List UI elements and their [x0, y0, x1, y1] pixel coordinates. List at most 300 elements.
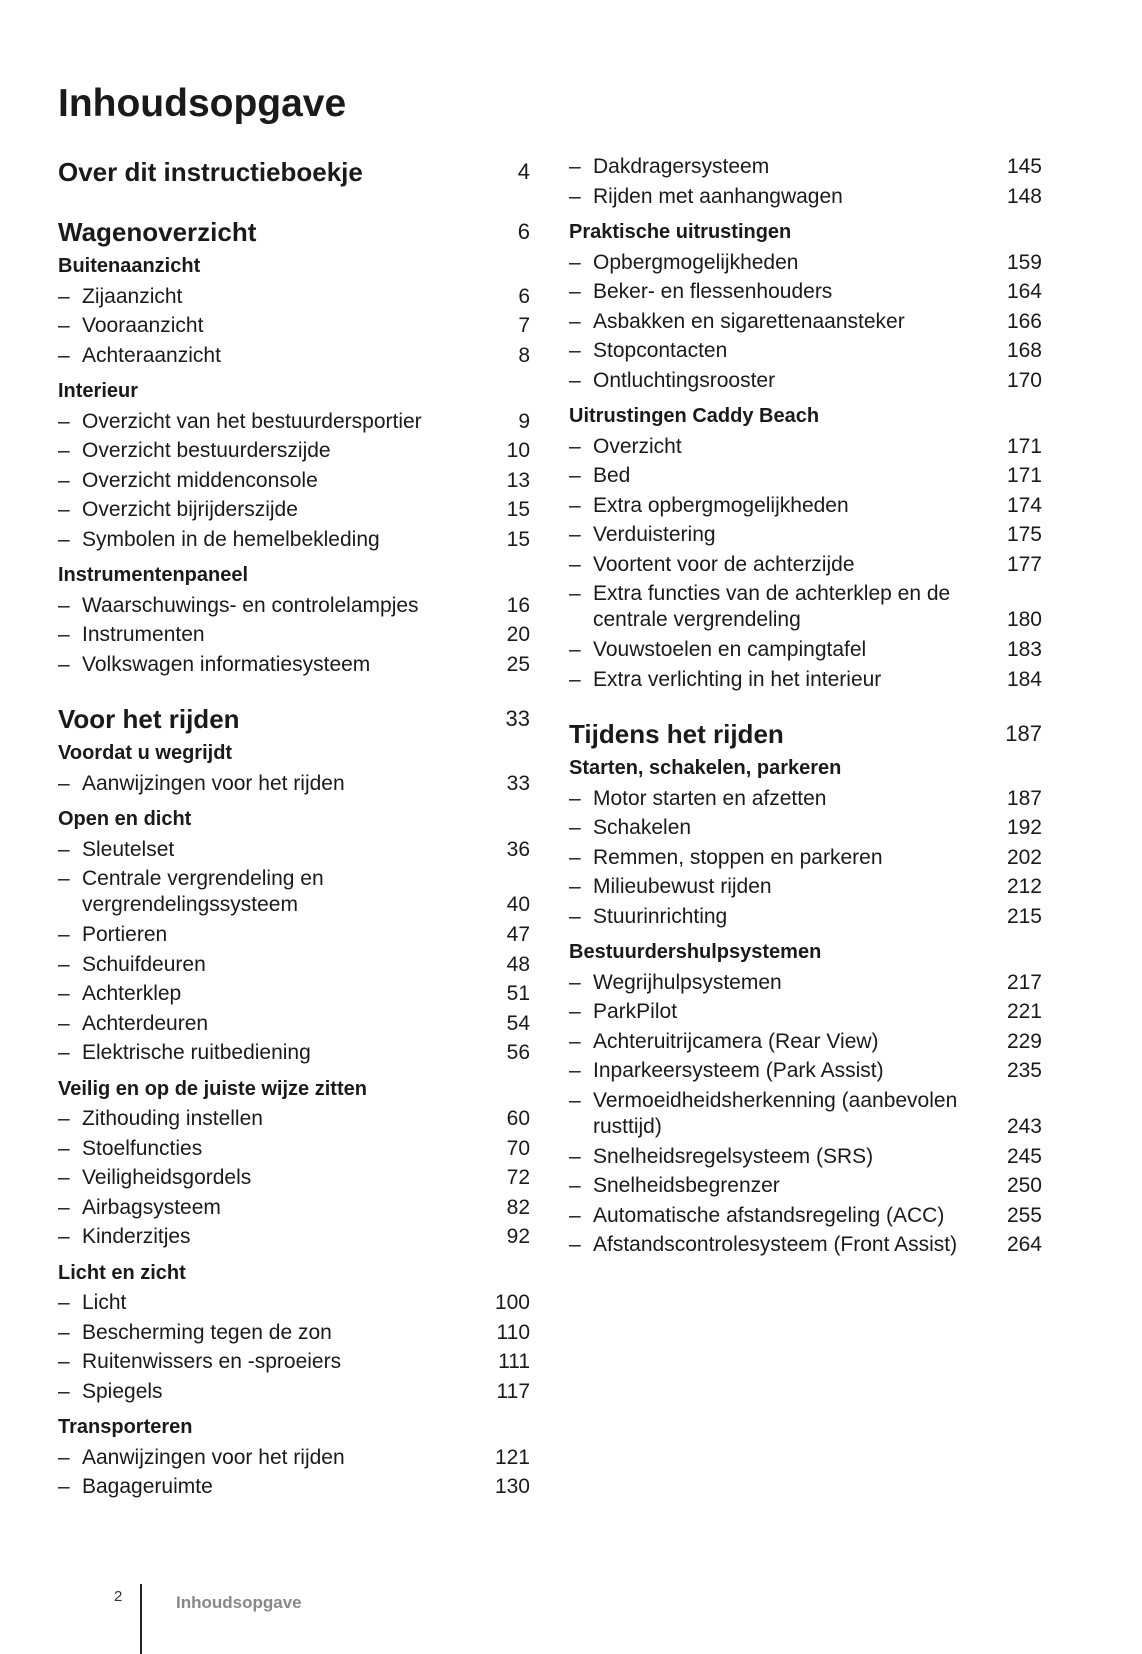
toc-entry-label: [569, 581, 993, 633]
toc-entry[interactable]: [569, 1088, 1042, 1140]
toc-page-number: 33: [506, 771, 530, 795]
dash-bullet: –: [58, 343, 70, 367]
dash-bullet: –: [569, 250, 581, 274]
toc-entry-text: Snelheidsregelsysteem (SRS): [593, 1144, 874, 1168]
toc-entry[interactable]: [58, 920, 530, 950]
toc-entry[interactable]: [569, 997, 1042, 1027]
toc-entry-text: Rijden met aanhangwagen: [593, 184, 843, 208]
toc-entry-label: [58, 979, 181, 1009]
toc-page-number: 16: [506, 593, 530, 617]
toc-entry[interactable]: [58, 495, 530, 525]
dash-bullet: –: [569, 552, 581, 576]
toc-entry-label: [569, 843, 883, 873]
toc-entry-text: Verduistering: [593, 523, 716, 546]
toc-entry-text: Ruitenwissers en -sproeiers: [82, 1350, 342, 1373]
toc-entry-text: Automatische afstandsregeling (ACC): [593, 1203, 945, 1227]
toc-entry[interactable]: [569, 277, 1042, 307]
toc-entry-text: Waarschuwings- en controlelampjes: [82, 593, 419, 617]
dash-bullet: –: [569, 638, 581, 661]
dash-bullet: –: [569, 1233, 581, 1256]
toc-entry-label: [58, 152, 363, 192]
toc-entry[interactable]: [569, 1171, 1042, 1201]
toc-section[interactable]: [58, 699, 530, 739]
toc-page-number: 6: [517, 219, 530, 244]
toc-page-number: 15: [506, 498, 530, 521]
toc-entry-text: Spiegels: [82, 1379, 163, 1403]
toc-entry-text: Motor starten en afzetten: [593, 786, 827, 810]
toc-group-heading: Open en dicht: [58, 808, 192, 830]
dash-bullet: –: [569, 523, 581, 546]
page-title: Inhoudsopgave: [58, 82, 347, 125]
toc-page-number: 36: [506, 837, 530, 861]
toc-entry-text: Zithouding instellen: [82, 1107, 263, 1130]
toc-entry-label: [58, 699, 240, 739]
toc-page-number: 54: [506, 1011, 530, 1035]
toc-entry[interactable]: [569, 366, 1042, 396]
toc-page-number: 171: [1006, 434, 1042, 458]
toc-entry-label: [569, 432, 682, 462]
toc-page-number: 51: [506, 982, 530, 1005]
dash-bullet: –: [569, 667, 581, 691]
dash-bullet: –: [58, 439, 70, 462]
toc-entry-label: [569, 813, 691, 843]
dash-bullet: –: [58, 952, 70, 976]
toc-entry-text: Bescherming tegen de zon: [82, 1320, 332, 1344]
toc-entry-text: ParkPilot: [593, 1000, 678, 1023]
toc-entry[interactable]: [569, 307, 1042, 337]
toc-page-number: 183: [1006, 638, 1042, 661]
toc-group-heading: Buitenaanzicht: [58, 255, 201, 277]
dash-bullet: –: [569, 464, 581, 487]
toc-entry[interactable]: [58, 620, 530, 650]
dash-bullet: –: [569, 280, 581, 303]
toc-entry-label: [58, 1222, 191, 1252]
toc-page-number: 82: [506, 1195, 530, 1219]
toc-entry-text: Kinderzitjes: [82, 1225, 191, 1248]
toc-entry[interactable]: [58, 1193, 530, 1223]
toc-entry-label: [569, 968, 782, 998]
toc-page-number: 180: [1006, 608, 1042, 631]
toc-entry-label: [58, 620, 205, 650]
toc-entry-label: [569, 366, 775, 396]
toc-entry-label: [58, 407, 422, 437]
toc-entry[interactable]: [58, 835, 530, 865]
toc-page-number: 33: [505, 706, 530, 731]
toc-entry-label: [569, 336, 727, 366]
toc-entry[interactable]: [58, 1443, 530, 1473]
dash-bullet: –: [58, 1195, 70, 1219]
toc-page-number: 56: [506, 1041, 530, 1064]
dash-bullet: –: [569, 434, 581, 458]
toc-entry[interactable]: [58, 436, 530, 466]
toc-entry[interactable]: [58, 1222, 530, 1252]
toc-entry-label: [58, 591, 419, 621]
toc-entry-text: Wegrijhulpsystemen: [593, 970, 782, 994]
dash-bullet: –: [58, 593, 70, 617]
toc-entry-text: Tijdens het rijden: [569, 719, 784, 749]
toc-entry[interactable]: [58, 525, 530, 555]
toc-entry[interactable]: [58, 1134, 530, 1164]
toc-entry-text: Licht: [82, 1291, 127, 1314]
dash-bullet: –: [569, 1029, 581, 1053]
toc-entry-label: [58, 466, 318, 496]
toc-entry[interactable]: [569, 461, 1042, 491]
toc-entry-text: Ontluchtingsrooster: [593, 368, 776, 392]
toc-page-number: 184: [1006, 667, 1042, 691]
dash-bullet: –: [58, 527, 70, 551]
toc-entry-text: Overzicht bestuurderszijde: [82, 439, 331, 462]
toc-page-number: 7: [518, 314, 530, 337]
toc-entry[interactable]: [58, 1318, 530, 1348]
toc-entry[interactable]: [569, 432, 1042, 462]
toc-entry-label: [58, 866, 482, 918]
toc-entry-label: [569, 491, 849, 521]
dash-bullet: –: [569, 1203, 581, 1227]
toc-entry-text: Achteraanzicht: [82, 343, 221, 367]
dash-bullet: –: [58, 1225, 70, 1248]
toc-entry-label: [569, 872, 772, 902]
toc-entry-text: Elektrische ruitbediening: [82, 1041, 311, 1064]
toc-entry-text: Remmen, stoppen en parkeren: [593, 845, 883, 869]
dash-bullet: –: [569, 904, 581, 928]
toc-entry[interactable]: [569, 581, 1042, 633]
dash-bullet: –: [569, 184, 581, 208]
toc-entry[interactable]: [58, 466, 530, 496]
toc-entry-text: Beker- en flessenhouders: [593, 280, 833, 303]
toc-page-number: 175: [1006, 523, 1042, 546]
toc-entry-text: Portieren: [82, 923, 168, 946]
toc-entry-label: [58, 1347, 341, 1377]
toc-entry[interactable]: [569, 1027, 1042, 1057]
dash-bullet: –: [58, 468, 70, 492]
dash-bullet: –: [58, 1107, 70, 1130]
toc-entry[interactable]: [58, 341, 530, 371]
footer-divider: [140, 1584, 142, 1654]
toc-entry-label: [569, 550, 855, 580]
toc-page-number: 4: [517, 159, 530, 184]
toc-entry[interactable]: [58, 1104, 530, 1134]
toc-page-number: 170: [1006, 368, 1042, 392]
toc-entry-label: [58, 1163, 251, 1193]
toc-group-heading: Licht en zicht: [58, 1261, 186, 1284]
toc-entry-label: [58, 1288, 126, 1318]
toc-entry-text: Schakelen: [593, 816, 692, 839]
toc-entry-label: [569, 307, 905, 337]
toc-page-number: 250: [1006, 1174, 1042, 1197]
toc-entry-text: Stoelfuncties: [82, 1136, 203, 1160]
toc-entry[interactable]: [569, 872, 1042, 902]
toc-entry-label: [569, 1027, 879, 1057]
toc-entry-label: [569, 1088, 993, 1140]
toc-entry-label: [58, 1193, 221, 1223]
toc-entry-text: Achteruitrijcamera (Rear View): [593, 1029, 879, 1053]
toc-entry-label: [569, 902, 727, 932]
dash-bullet: –: [569, 1144, 581, 1168]
toc-entry-label: [58, 920, 167, 950]
dash-bullet: –: [58, 1011, 70, 1035]
toc-entry[interactable]: [569, 520, 1042, 550]
toc-entry-text: Vouwstoelen en campingtafel: [593, 638, 867, 661]
toc-entry[interactable]: [569, 665, 1042, 695]
dash-bullet: –: [569, 339, 581, 362]
toc-entry[interactable]: [58, 866, 530, 918]
toc-entry-label: [58, 341, 221, 371]
dash-bullet: –: [569, 1000, 581, 1023]
toc-entry-label: [569, 182, 843, 212]
toc-page-number: 229: [1006, 1029, 1042, 1053]
toc-entry[interactable]: [58, 650, 530, 680]
toc-entry[interactable]: [569, 813, 1042, 843]
toc-entry-text: Vooraanzicht: [82, 314, 204, 337]
toc-entry-text: Achterklep: [82, 982, 182, 1005]
toc-entry[interactable]: [569, 550, 1042, 580]
toc-entry[interactable]: [569, 182, 1042, 212]
toc-page-number: 159: [1006, 250, 1042, 274]
toc-entry[interactable]: [569, 491, 1042, 521]
toc-entry[interactable]: [58, 1009, 530, 1039]
toc-entry-label: [58, 1443, 345, 1473]
toc-entry[interactable]: [569, 336, 1042, 366]
toc-entry-text: Over dit instructieboekje: [58, 157, 363, 187]
dash-bullet: –: [58, 498, 70, 521]
toc-entry[interactable]: [569, 902, 1042, 932]
toc-page-number: 121: [494, 1445, 530, 1469]
dash-bullet: –: [58, 837, 70, 861]
dash-bullet: –: [58, 1166, 70, 1189]
toc-entry[interactable]: [569, 968, 1042, 998]
toc-section[interactable]: [58, 152, 530, 192]
toc-entry-text: Afstandscontrolesysteem (Front Assist): [593, 1233, 958, 1256]
toc-page-number: 48: [506, 952, 530, 976]
toc-column-left: [58, 152, 530, 1502]
toc-group-heading: Transporteren: [58, 1416, 193, 1438]
dash-bullet: –: [58, 982, 70, 1005]
toc-entry-label: [58, 769, 345, 799]
toc-page-number: 243: [1006, 1114, 1042, 1138]
dash-bullet: –: [58, 652, 70, 676]
dash-bullet: –: [569, 1088, 581, 1112]
toc-entry-text: Voortent voor de achterzijde: [593, 552, 855, 576]
toc-entry-label: [58, 1134, 202, 1164]
toc-page-number: 187: [1005, 721, 1042, 746]
toc-group-heading: Bestuurdershulpsystemen: [569, 941, 822, 963]
toc-page-number: 264: [1006, 1233, 1042, 1256]
toc-entry-label: [58, 311, 203, 341]
toc-entry-label: [569, 1201, 944, 1231]
toc-entry-text: Bed: [593, 464, 631, 487]
toc-entry-text: Instrumenten: [82, 623, 205, 646]
toc-page-number: 20: [506, 623, 530, 646]
toc-entry-label: [58, 1009, 208, 1039]
toc-entry-label: [58, 950, 206, 980]
toc-entry-label: [58, 1104, 263, 1134]
toc-entry-text: Airbagsysteem: [82, 1195, 221, 1219]
toc-page-number: 15: [506, 527, 530, 551]
toc-section[interactable]: [569, 714, 1042, 754]
dash-bullet: –: [569, 368, 581, 392]
toc-entry[interactable]: [569, 1142, 1042, 1172]
toc-page-number: 255: [1006, 1203, 1042, 1227]
toc-page-number: 168: [1006, 339, 1042, 362]
toc-entry[interactable]: [58, 311, 530, 341]
toc-page-number: 70: [506, 1136, 530, 1160]
toc-entry-label: [569, 1171, 780, 1201]
toc-page-number: 217: [1006, 970, 1042, 994]
toc-page-number: 192: [1006, 816, 1042, 839]
dash-bullet: –: [569, 875, 581, 898]
dash-bullet: –: [569, 786, 581, 810]
toc-page-number: 25: [506, 652, 530, 676]
toc-page-number: 174: [1006, 493, 1042, 517]
toc-entry[interactable]: [58, 1163, 530, 1193]
footer-label: Inhoudsopgave: [176, 1593, 302, 1612]
toc-entry[interactable]: [569, 152, 1042, 182]
toc-entry[interactable]: [58, 1038, 530, 1068]
toc-entry-label: [58, 436, 331, 466]
toc-entry-text: Overzicht: [593, 434, 682, 458]
toc-entry-label: [569, 277, 832, 307]
toc-entry[interactable]: [58, 1377, 530, 1407]
dash-bullet: –: [58, 867, 70, 890]
dash-bullet: –: [58, 1475, 70, 1498]
toc-entry-text: Overzicht middenconsole: [82, 468, 318, 492]
toc-entry-text: Veiligheidsgordels: [82, 1166, 252, 1189]
toc-entry[interactable]: [569, 1056, 1042, 1086]
toc-entry-text: Voor het rijden: [58, 704, 240, 734]
toc-group-heading: Veilig en op de juiste wijze zitten: [58, 1077, 367, 1100]
toc-page-number: 117: [496, 1379, 530, 1403]
toc-entry-label: [58, 495, 298, 525]
toc-entry-label: [58, 1318, 332, 1348]
dash-bullet: –: [58, 1350, 70, 1373]
toc-page-number: 166: [1006, 309, 1042, 333]
toc-entry-text: Aanwijzingen voor het rijden: [82, 771, 345, 795]
toc-page-number: 13: [506, 468, 530, 492]
dash-bullet: –: [569, 845, 581, 869]
dash-bullet: –: [58, 1136, 70, 1160]
toc-entry[interactable]: [58, 1347, 530, 1377]
toc-page-number: 47: [506, 923, 530, 946]
toc-entry[interactable]: [569, 784, 1042, 814]
dash-bullet: –: [58, 284, 70, 308]
toc-entry[interactable]: [569, 1201, 1042, 1231]
toc-group-heading: Interieur: [58, 380, 139, 402]
toc-entry-label: [58, 650, 370, 680]
toc-page-number: 110: [496, 1320, 530, 1344]
toc-entry[interactable]: [58, 282, 530, 312]
toc-entry-text: Aanwijzingen voor het rijden: [82, 1445, 345, 1469]
dash-bullet: –: [58, 1379, 70, 1403]
dash-bullet: –: [569, 1059, 581, 1082]
toc-entry-text: Wagenoverzicht: [58, 217, 257, 247]
toc-page-number: 92: [506, 1225, 530, 1248]
toc-entry[interactable]: [569, 1230, 1042, 1260]
toc-entry-text: Milieubewust rijden: [593, 875, 772, 898]
toc-entry-label: [569, 714, 784, 754]
toc-entry-label: [58, 525, 380, 555]
toc-group-heading: Voordat u wegrijdt: [58, 742, 233, 764]
toc-entry-text: Zijaanzicht: [82, 284, 183, 308]
toc-page-number: 202: [1006, 845, 1042, 869]
toc-entry[interactable]: [58, 1472, 530, 1502]
toc-page-number: 8: [518, 343, 530, 367]
toc-entry-text: Overzicht bijrijderszijde: [82, 498, 298, 521]
toc-entry-text: Extra verlichting in het interieur: [593, 667, 882, 691]
toc-entry-label: [569, 248, 798, 278]
toc-page-number: 100: [494, 1291, 530, 1314]
toc-page-number: 6: [518, 284, 530, 308]
toc-section[interactable]: [58, 212, 530, 252]
toc-entry-label: [569, 997, 677, 1027]
toc-entry-label: [58, 1038, 311, 1068]
toc-page-number: 10: [506, 439, 530, 462]
toc-entry[interactable]: [58, 1288, 530, 1318]
toc-entry-text: Bagageruimte: [82, 1475, 213, 1498]
toc-group-heading: Praktische uitrustingen: [569, 221, 792, 243]
toc-entry-label: [569, 1230, 957, 1260]
toc-entry-text: Extra functies van de achterklep en de centrale vergrendeling: [593, 582, 957, 631]
toc-page-number: 9: [518, 409, 530, 433]
dash-bullet: –: [569, 309, 581, 333]
dash-bullet: –: [58, 923, 70, 946]
toc-entry-text: Dakdragersysteem: [593, 155, 770, 178]
toc-entry[interactable]: [58, 950, 530, 980]
toc-entry-label: [569, 1142, 873, 1172]
toc-entry[interactable]: [58, 407, 530, 437]
toc-entry[interactable]: [569, 635, 1042, 665]
toc-entry-text: Achterdeuren: [82, 1011, 209, 1035]
toc-page-number: 187: [1006, 786, 1042, 810]
toc-page-number: 130: [494, 1475, 530, 1498]
toc-entry-label: [58, 1472, 213, 1502]
toc-entry-text: Asbakken en sigarettenaansteker: [593, 309, 905, 333]
dash-bullet: –: [569, 155, 581, 178]
toc-entry-label: [58, 282, 182, 312]
toc-entry-text: Extra opbergmogelijkheden: [593, 493, 849, 517]
dash-bullet: –: [58, 409, 70, 433]
toc-page-number: 177: [1006, 552, 1042, 576]
toc-entry-label: [569, 635, 866, 665]
toc-entry-label: [58, 835, 174, 865]
toc-entry-text: Sleutelset: [82, 837, 175, 861]
toc-column-right: [569, 152, 1042, 1260]
toc-entry-label: [569, 152, 769, 182]
toc-entry-text: Stopcontacten: [593, 339, 728, 362]
toc-page-number: 145: [1006, 155, 1042, 178]
dash-bullet: –: [569, 1174, 581, 1197]
toc-entry[interactable]: [58, 769, 530, 799]
dash-bullet: –: [58, 1445, 70, 1469]
dash-bullet: –: [58, 771, 70, 795]
toc-entry-text: Inparkeersysteem (Park Assist): [593, 1059, 884, 1082]
toc-entry[interactable]: [58, 979, 530, 1009]
toc-entry-label: [58, 212, 256, 252]
toc-entry[interactable]: [58, 591, 530, 621]
dash-bullet: –: [569, 582, 581, 605]
toc-entry-text: Stuurinrichting: [593, 904, 728, 928]
toc-entry-text: Overzicht van het bestuurdersportier: [82, 409, 422, 433]
dash-bullet: –: [58, 1291, 70, 1314]
toc-group-heading: Starten, schakelen, parkeren: [569, 757, 842, 779]
toc-page-number: 164: [1006, 280, 1042, 303]
toc-page-number: 111: [498, 1350, 530, 1373]
dash-bullet: –: [569, 816, 581, 839]
dash-bullet: –: [58, 623, 70, 646]
toc-entry-label: [569, 665, 881, 695]
page-number: 2: [114, 1588, 123, 1605]
toc-entry[interactable]: [569, 248, 1042, 278]
toc-entry[interactable]: [569, 843, 1042, 873]
